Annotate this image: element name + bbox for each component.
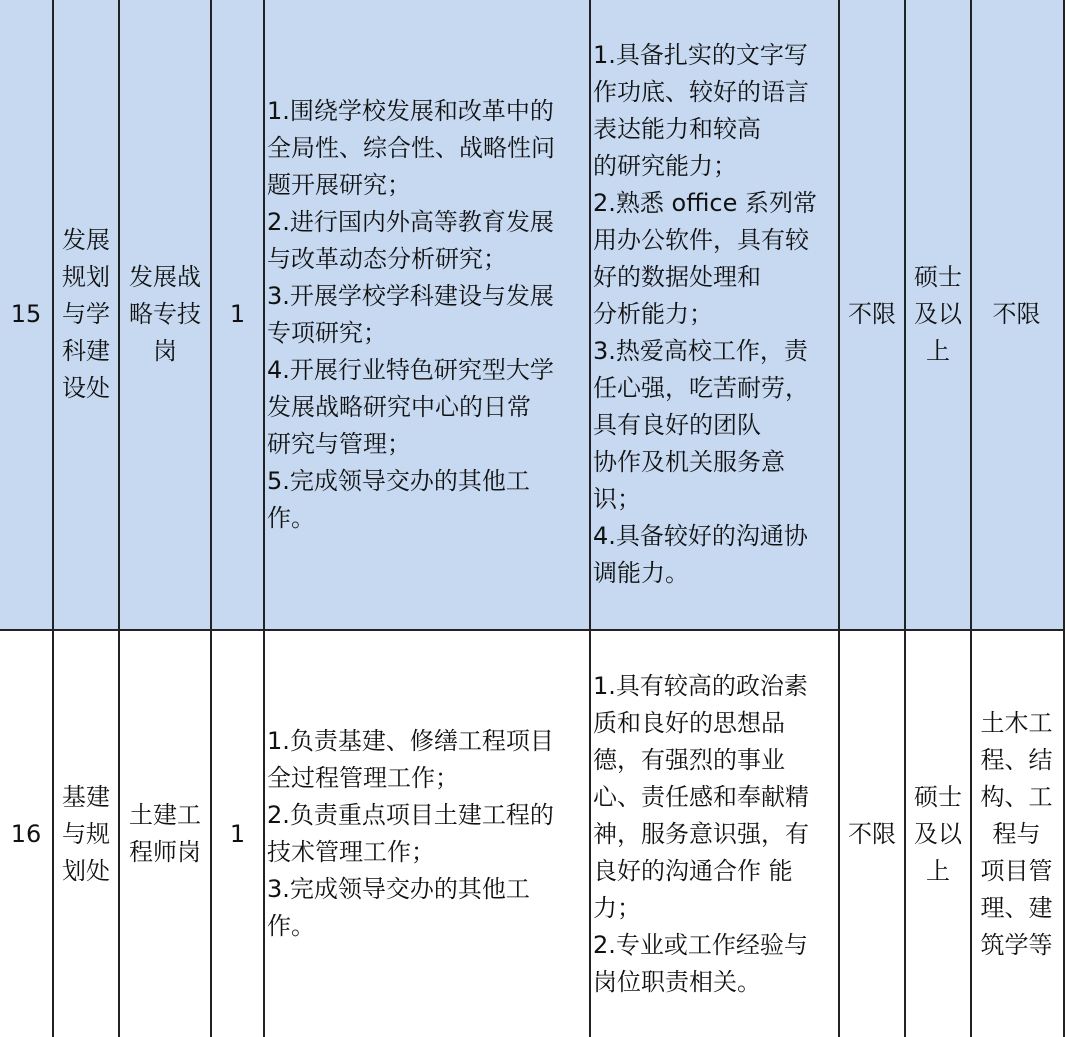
table-row	[0, 630, 1064, 1037]
major-cell: 土木工 程、结 构、工 程与 项目管 理、建 筑学等	[971, 630, 1064, 1037]
duties-cell: 1.围绕学校发展和改革中的 全局性、综合性、战略性问 题开展研究； 2.进行国内外高等教育发展 与改革动态分析研究； 3.开展学校学科建设与发展 专项研究； 4.开展行业特色研究型大学 发展战略研究中心的日常 研究与管理； 5.完成领导交办的其他工 作。	[264, 0, 590, 630]
position-cell: 发展战 略专技 岗	[119, 0, 211, 630]
degree-cell: 硕士 及以 上	[905, 0, 971, 630]
position-cell: 土建工 程师岗	[119, 630, 211, 1037]
age-cell: 不限	[839, 0, 905, 630]
headcount-cell: 1	[211, 0, 264, 630]
headcount-cell: 1	[211, 630, 264, 1037]
major-cell: 不限	[971, 0, 1064, 630]
department-cell: 基建 与规 划处	[53, 630, 119, 1037]
age-cell: 不限	[839, 630, 905, 1037]
degree-cell: 硕士 及以 上	[905, 630, 971, 1037]
duties-cell: 1.负责基建、修缮工程项目 全过程管理工作； 2.负责重点项目土建工程的 技术管理工作； 3.完成领导交办的其他工 作。	[264, 630, 590, 1037]
department-cell: 发展 规划 与学 科建 设处	[53, 0, 119, 630]
requirements-cell: 1.具有较高的政治素 质和良好的思想品 德，有强烈的事业 心、责任感和奉献精 神，服务意识强，有 良好的沟通合作 能 力； 2.专业或工作经验与 岗位职责相关。	[590, 630, 839, 1037]
row-number-cell: 16	[0, 630, 53, 1037]
requirements-cell: 1.具备扎实的文字写 作功底、较好的语言 表达能力和较高 的研究能力； 2.熟悉 office 系列常 用办公软件，具有较 好的数据处理和 分析能力； 3.热爱高校工作，责 任心强，吃苦耐劳， 具有良好的团队 协作及机关服务意 识； 4.具备较好的沟通协 调能力。	[590, 0, 839, 630]
row-number-cell: 15	[0, 0, 53, 630]
